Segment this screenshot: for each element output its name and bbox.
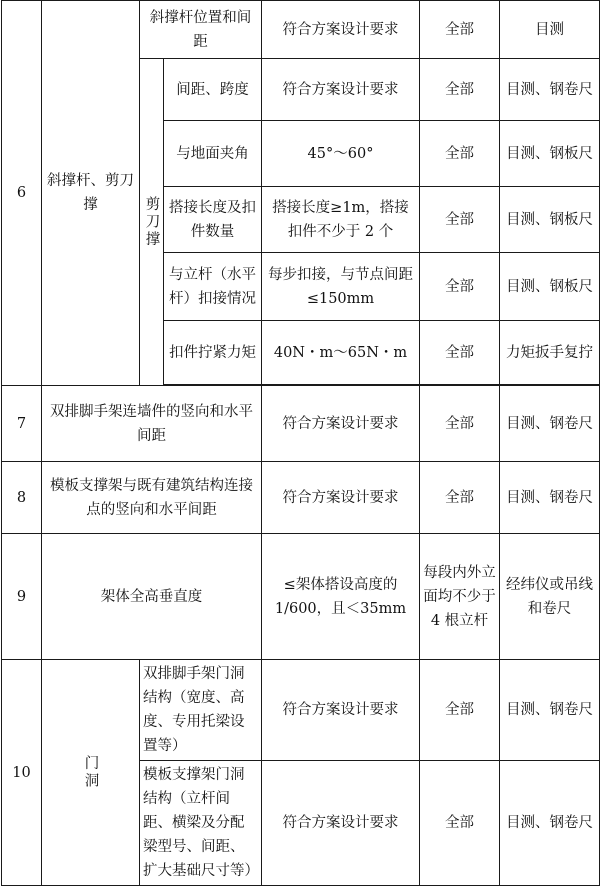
- item-method: 目测: [500, 1, 600, 59]
- table-row: [2, 1, 600, 59]
- item-scope: 全部: [420, 462, 500, 534]
- item-standard: 符合方案设计要求: [262, 59, 420, 121]
- item-scope: 全部: [420, 1, 500, 59]
- item-standard: 符合方案设计要求: [262, 386, 420, 462]
- item-scope: 全部: [420, 386, 500, 462]
- item-name: 模板支撑架与既有建筑结构连接点的竖向和水平间距: [42, 462, 262, 534]
- item-scope: 全部: [420, 321, 500, 385]
- item-scope: 全部: [420, 187, 500, 253]
- item-standard: ≤架体搭设高度的 1/600，且＜35mm: [262, 534, 420, 660]
- item-name: 架体全高垂直度: [42, 534, 262, 660]
- item-method: 经纬仪或吊线和卷尺: [500, 534, 600, 660]
- row-number: 6: [2, 1, 42, 386]
- item-method: 目测、钢卷尺: [500, 462, 600, 534]
- item-content: 搭接长度及扣件数量: [164, 187, 262, 253]
- item-scope: 全部: [420, 121, 500, 187]
- row-number: 7: [2, 386, 42, 462]
- item-content: 间距、跨度: [164, 59, 262, 121]
- item-method: 力矩扳手复拧: [500, 321, 600, 385]
- item-method: 目测、钢板尺: [500, 121, 600, 187]
- item-content: 斜撑杆位置和间距: [140, 1, 262, 59]
- item-scope: 全部: [420, 59, 500, 121]
- item-standard: 搭接长度≥1m，搭接扣件不少于 2 个: [262, 187, 420, 253]
- item-standard: 40N・m～65N・m: [262, 321, 420, 385]
- item-standard: 符合方案设计要求: [262, 660, 420, 761]
- item-content: 与立杆（水平杆）扣接情况: [164, 253, 262, 321]
- item-name: 斜撑杆、剪刀撑: [42, 1, 140, 386]
- row-number: 8: [2, 462, 42, 534]
- item-standard: 符合方案设计要求: [262, 1, 420, 59]
- inspection-table: [1, 0, 600, 886]
- item-name: 门洞: [42, 660, 140, 886]
- item-content: 与地面夹角: [164, 121, 262, 187]
- item-standard: 符合方案设计要求: [262, 761, 420, 886]
- item-method: 目测、钢卷尺: [500, 59, 600, 121]
- item-content: 模板支撑架门洞结构（立杆间距、横梁及分配梁型号、间距、扩大基础尺寸等）: [140, 761, 262, 886]
- table-row: [2, 534, 600, 660]
- table-row: [2, 660, 600, 761]
- item-name: 双排脚手架连墙件的竖向和水平间距: [42, 386, 262, 462]
- item-method: 目测、钢卷尺: [500, 386, 600, 462]
- item-method: 目测、钢卷尺: [500, 660, 600, 761]
- sub-item-label: 剪刀撑: [140, 59, 164, 386]
- item-method: 目测、钢板尺: [500, 187, 600, 253]
- table-row: [2, 462, 600, 534]
- item-scope: 每段内外立面均不少于 4 根立杆: [420, 534, 500, 660]
- item-scope: 全部: [420, 761, 500, 886]
- table-row: [2, 386, 600, 462]
- item-method: 目测、钢板尺: [500, 253, 600, 321]
- item-scope: 全部: [420, 660, 500, 761]
- item-standard: 45°～60°: [262, 121, 420, 187]
- item-scope: 全部: [420, 253, 500, 321]
- item-content: 双排脚手架门洞结构（宽度、高度、专用托梁设置等）: [140, 660, 262, 761]
- item-standard: 符合方案设计要求: [262, 462, 420, 534]
- item-content: 扣件拧紧力矩: [164, 321, 262, 385]
- item-standard: 每步扣接，与节点间距≤150mm: [262, 253, 420, 321]
- item-method: 目测、钢卷尺: [500, 761, 600, 886]
- row-number: 10: [2, 660, 42, 886]
- row-number: 9: [2, 534, 42, 660]
